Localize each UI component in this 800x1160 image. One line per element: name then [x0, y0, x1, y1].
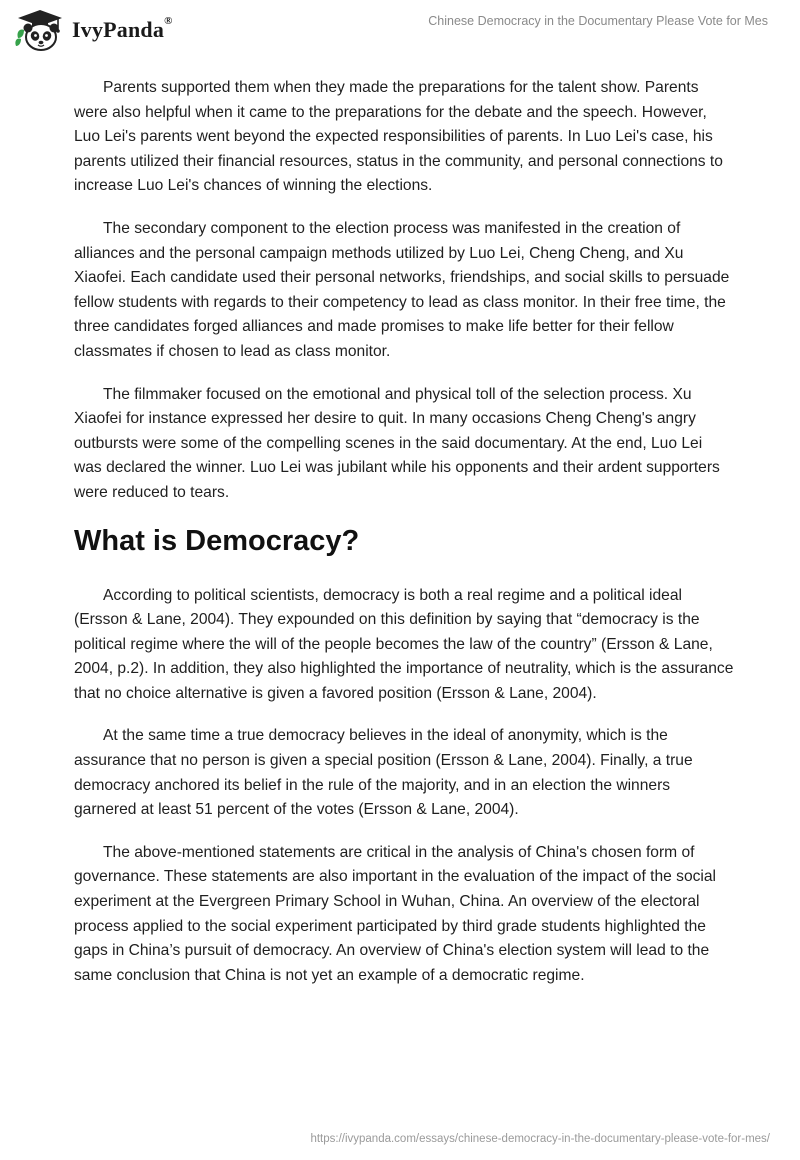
source-url[interactable]: https://ivypanda.com/essays/chinese-democracy-in-the-documentary-please-vote-for-mes/: [310, 1133, 770, 1145]
paragraph: Parents supported them when they made the preparations for the talent show. Parents were also helpful when it came to the preparations for the debate and the speech. However, Luo Lei's parents went beyond the expected responsibilities of parents. In Luo Lei's case, his parents utilized their financial resources, status in the community, and personal connections to increase Luo Lei's chances of winning the elections.: [74, 79, 723, 195]
page-header: [0, 0, 800, 60]
brand-name: IvyPanda®: [72, 15, 173, 42]
document-title: Chinese Democracy in the Documentary Please Vote for Mes: [428, 14, 768, 28]
paragraph: At the same time a true democracy believes in the ideal of anonymity, which is the assurance that no person is given a special position (Ersson & Lane, 2004). Finally, a true democracy anchored its belief in the rule of the majority, and in an election the winners garnered at least 51 percent of the votes (Ersson & Lane, 2004).: [74, 727, 693, 819]
paragraph: The filmmaker focused on the emotional and physical toll of the selection process. Xu Xiaofei for instance expressed her desire to quit. In many occasions Cheng Cheng's angry outbursts were some of the compelling scenes in the said documentary. At the end, Luo Lei was declared the winner. Luo Lei was jubilant while his opponents and their ardent supporters were reduced to tears.: [74, 385, 720, 501]
section-heading: What is Democracy?: [74, 524, 360, 557]
registered-mark: ®: [164, 15, 173, 27]
paragraph: The above-mentioned statements are critical in the analysis of China's chosen form of governance. These statements are also important in the evaluation of the impact of the social experiment at the Evergreen Primary School in Wuhan, China. An overview of the electoral process applied to the social experiment participated by third grade students highlighted the gaps in China’s pursuit of democracy. An overview of China's election system will lead to the same conclusion that China is not yet an example of a democratic regime.: [74, 843, 717, 984]
paragraph: The secondary component to the election process was manifested in the creation of alliances and the personal campaign methods utilized by Luo Lei, Cheng Cheng, and Xu Xiaofei. Each candidate used their personal networks, friendships, and social skills to persuade fellow students with regards to their competency to lead as class monitor. In their free time, the three candidates forged alliances and made promises to make life better for their fellow classmates if chosen to lead as class monitor.: [74, 219, 730, 360]
panda-graduate-icon: [14, 8, 66, 52]
paragraph: According to political scientists, democracy is both a real regime and a political ideal (Ersson & Lane, 2004). They expounded on this definition by saying that “democracy is the political regime where the will of the people becomes the law of the country” (Ersson & Lane, 2004, p.2). In addition, they also highlighted the importance of neutrality, which is the assurance that no choice alternative is given a favored position (Ersson & Lane, 2004).: [74, 586, 734, 702]
essay-body: [74, 76, 734, 1006]
brand-logo[interactable]: [14, 8, 173, 52]
